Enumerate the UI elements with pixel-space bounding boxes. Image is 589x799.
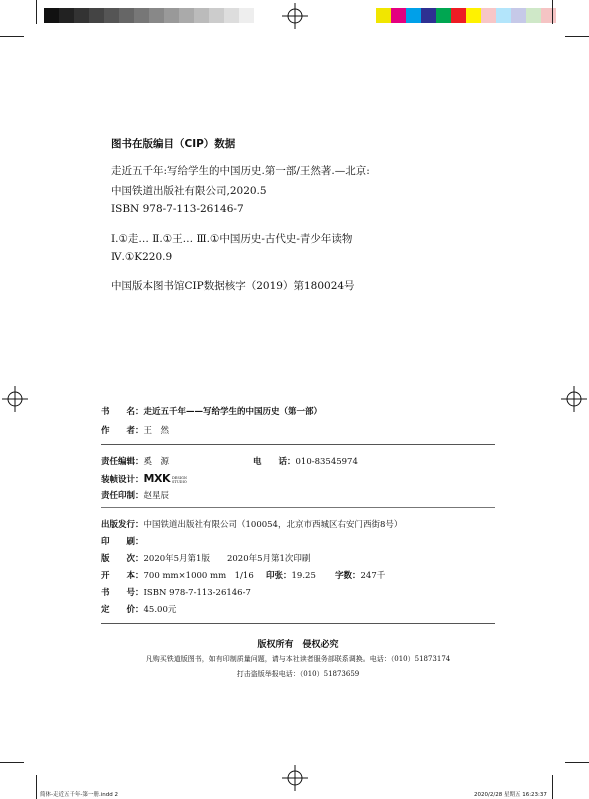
price-label: 定 价： <box>101 605 144 615</box>
divider <box>101 507 495 508</box>
author-value: 王 然 <box>143 426 170 436</box>
edition-label: 版 次： <box>101 554 144 564</box>
mxk-design-logo: MXK <box>143 472 170 485</box>
registration-mark-bottom <box>282 765 308 791</box>
sheets-label: 印张： <box>266 571 292 581</box>
rights-headline: 版权所有 侵权必究 <box>257 640 339 650</box>
grayscale-calibration-bar <box>44 8 254 23</box>
gray-swatch <box>209 8 224 23</box>
gray-swatch <box>119 8 134 23</box>
price-value: 45.00元 <box>143 605 177 615</box>
registration-mark-left <box>2 386 28 412</box>
phone-row <box>253 455 358 467</box>
printer-label: 印 刷： <box>101 537 144 547</box>
cip-line: 走近五千年:写给学生的中国历史.第一部/王然著.—北京: <box>111 165 370 177</box>
print-manager-row <box>101 489 169 501</box>
color-swatch <box>391 8 406 23</box>
isbn-label: 书 号： <box>101 588 144 598</box>
author-label: 作 者： <box>101 426 144 436</box>
format-value: 700 mm×1000 mm 1/16 <box>143 571 254 581</box>
editor-value: 奚 源 <box>143 457 170 467</box>
publisher-row <box>101 518 402 530</box>
format-label: 开 本： <box>101 571 144 581</box>
color-swatch <box>421 8 436 23</box>
color-swatch <box>511 8 526 23</box>
phone-value: 010-83545974 <box>295 457 358 467</box>
gray-swatch <box>104 8 119 23</box>
isbn-value: ISBN 978-7-113-26146-7 <box>143 588 251 598</box>
editor-row <box>101 455 169 467</box>
timestamp-slug: 2020/2/28 星期五 16:23:37 <box>474 792 547 798</box>
price-row <box>101 603 176 615</box>
cip-title: 图书在版编目（CIP）数据 <box>111 138 236 150</box>
color-swatch <box>436 8 451 23</box>
publisher-label: 出版发行： <box>101 520 144 530</box>
color-swatch <box>406 8 421 23</box>
divider <box>101 623 495 624</box>
isbn-row <box>101 586 251 598</box>
rights-notice: 凡购买铁道版图书，如有印制质量问题，请与本社读者服务部联系调换。电话：（010）51873174 <box>145 655 451 663</box>
cip-line: Ⅰ.①走… Ⅱ.①王… Ⅲ.①中国历史-古代史-青少年读物 <box>111 233 353 245</box>
format-row <box>101 569 254 581</box>
author-row <box>101 424 169 436</box>
divider <box>101 444 495 445</box>
gray-swatch <box>134 8 149 23</box>
book-title-label: 书 名： <box>101 407 144 417</box>
print-manager-value: 赵星辰 <box>143 491 170 501</box>
edition-value: 2020年5月第1版 2020年5月第1次印刷 <box>143 554 311 564</box>
design-row <box>101 472 187 485</box>
cip-line: 中国版本图书馆CIP数据核字（2019）第180024号 <box>111 280 355 292</box>
words-row <box>335 569 385 581</box>
registration-mark-top <box>282 3 308 29</box>
piracy-hotline: 打击盗版举报电话：（010）51873659 <box>236 670 360 678</box>
gray-swatch <box>194 8 209 23</box>
gray-swatch <box>59 8 74 23</box>
gray-swatch <box>89 8 104 23</box>
edition-row <box>101 552 310 564</box>
book-title-value: 走近五千年——写给学生的中国历史（第一部） <box>143 407 323 417</box>
gray-swatch <box>149 8 164 23</box>
color-swatch <box>376 8 391 23</box>
gray-swatch <box>239 8 254 23</box>
color-swatch <box>496 8 511 23</box>
editor-label: 责任编辑： <box>101 457 144 467</box>
gray-swatch <box>224 8 239 23</box>
color-swatch <box>526 8 541 23</box>
design-label: 装帧设计： <box>101 475 144 485</box>
words-value: 247千 <box>360 571 386 581</box>
gray-swatch <box>74 8 89 23</box>
gray-swatch <box>44 8 59 23</box>
publisher-value: 中国铁道出版社有限公司（100054，北京市西城区右安门西街8号） <box>143 520 403 530</box>
registration-mark-right <box>561 386 587 412</box>
sheets-value: 19.25 <box>291 571 316 581</box>
gray-swatch <box>179 8 194 23</box>
mxk-logo-subtext: DESIGN STUDIO <box>171 475 187 484</box>
phone-label: 电 话： <box>253 457 296 467</box>
file-slug: 简体-走近五千年-第一册.indd 2 <box>40 792 118 798</box>
color-swatch <box>451 8 466 23</box>
color-calibration-bar <box>376 8 556 23</box>
color-swatch <box>481 8 496 23</box>
cip-line: Ⅳ.①K220.9 <box>111 251 173 263</box>
book-title-row <box>101 405 322 417</box>
color-swatch <box>466 8 481 23</box>
sheets-row <box>266 569 316 581</box>
color-swatch <box>541 8 556 23</box>
print-manager-label: 责任印制： <box>101 491 144 501</box>
gray-swatch <box>164 8 179 23</box>
cip-line: 中国铁道出版社有限公司,2020.5 <box>111 185 267 197</box>
words-label: 字数： <box>335 571 361 581</box>
printer-row <box>101 535 144 547</box>
cip-line: ISBN 978-7-113-26146-7 <box>111 203 244 215</box>
